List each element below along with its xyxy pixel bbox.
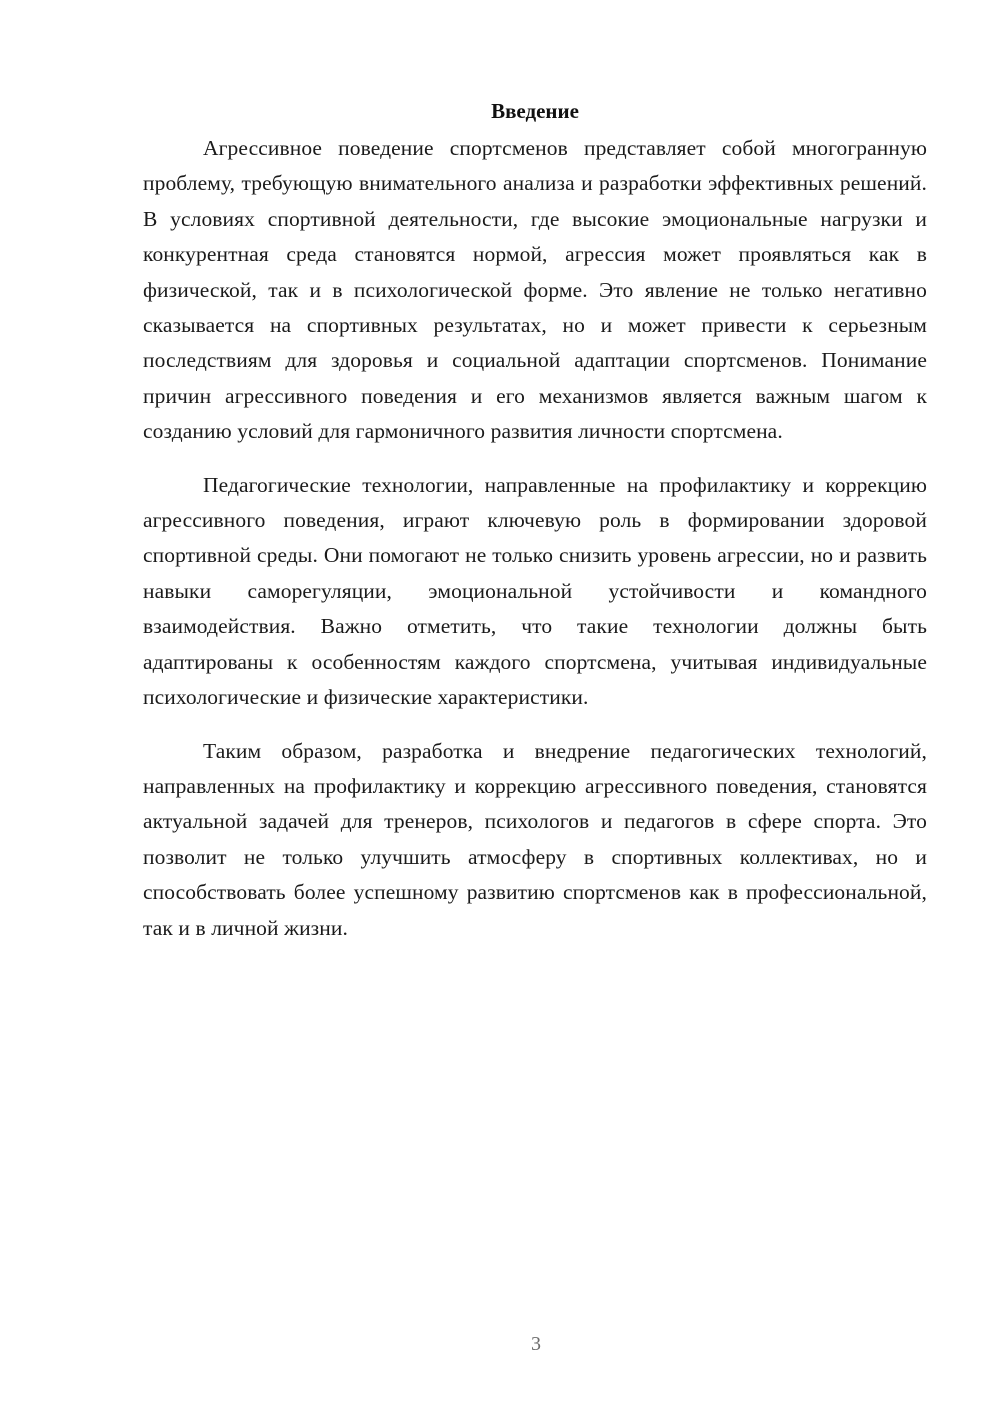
page-number: 3 [531, 1333, 541, 1355]
paragraph-3: Таким образом, разработка и внедрение педагогических технологий, направленных на профилактику и коррекцию агрессивного поведения, становятся актуальной задачей для тренеров, психологов и педагогов в сфере спорта. Это позволит не только улучшить атмосферу в спортивных коллективах, но и способствовать более успешному развитию спортсменов как в профессиональной, так и в личной жизни. [143, 738, 927, 940]
page-title: Введение [491, 99, 579, 123]
paragraph-1: Агрессивное поведение спортсменов представляет собой многогранную проблему, требующую внимательного анализа и разработки эффективных решений. В условиях спортивной деятельности, где высокие эмоциональные нагрузки и конкурентная среда становятся нормой, агрессия может проявляться как в физической, так и в психологической форме. Это явление не только негативно сказывается на спортивных результатах, но и может привести к серьезным последствиям для здоровья и социальной адаптации спортсменов. Понимание причин агрессивного поведения и его механизмов является важным шагом к созданию условий для гармоничного развития личности спортсмена. [143, 136, 927, 444]
paragraph-2: Педагогические технологии, направленные на профилактику и коррекцию агрессивного поведения, играют ключевую роль в формировании здоровой спортивной среды. Они помогают не только снизить уровень агрессии, но и развить навыки саморегуляции, эмоциональной устойчивости и командного взаимодействия. Важно отметить, что такие технологии должны быть адаптированы к особенностям каждого спортсмена, учитывая индивидуальные психологические и физические характеристики. [143, 472, 927, 710]
document-page [143, 96, 927, 964]
